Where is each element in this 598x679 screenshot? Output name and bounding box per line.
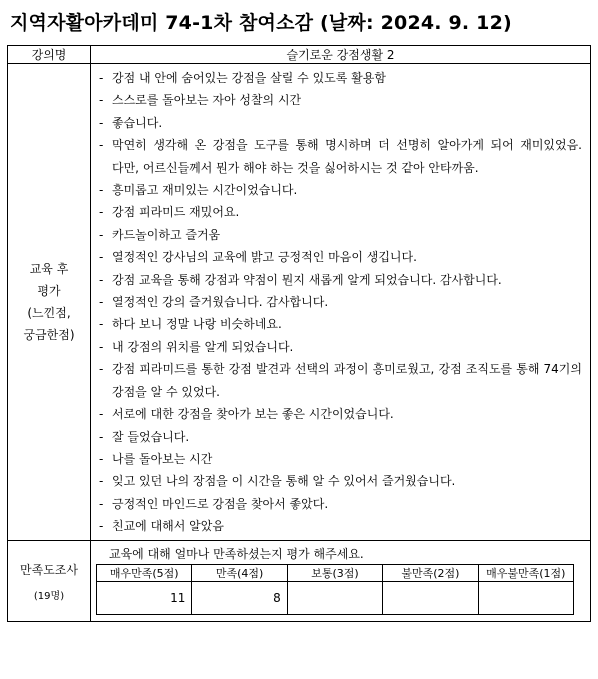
list-item: - 긍정적인 마인드로 강점을 찾아서 좋았다. (99, 493, 582, 515)
survey-table (7, 45, 591, 622)
list-item: - 서로에 대한 강점을 찾아가 보는 좋은 시간이었습니다. (99, 403, 582, 425)
list-item: - 내 강점의 위치를 알게 되었습니다. (99, 336, 582, 358)
respondent-count: (19명) (33, 591, 65, 603)
evaluation-label-line: 교육 후 (29, 261, 69, 276)
rating-header: 매우불만족(1점) (478, 564, 573, 581)
evaluation-label-line: 궁금한점) (23, 327, 75, 342)
satisfaction-label (8, 540, 91, 621)
document-title: 지역자활아카데미 74-1차 참여소감 (날짜: 2024. 9. 12) (10, 12, 512, 34)
satisfaction-row (8, 540, 591, 621)
list-item: - 나를 돌아보는 시간 (99, 448, 582, 470)
header-lecture-name: 슬기로운 강점생활 2 (91, 46, 591, 64)
evaluation-label (8, 64, 91, 541)
satisfaction-question: 교육에 대해 얼마나 만족하셨는지 평가 해주세요. (109, 546, 364, 561)
rating-count (383, 581, 478, 614)
rating-header: 매우만족(5점) (97, 564, 192, 581)
satisfaction-value-row (97, 581, 574, 614)
list-item: - 잘 들었습니다. (99, 426, 582, 448)
rating-count (287, 581, 382, 614)
rating-count: 11 (97, 581, 192, 614)
list-item: - 강점 내 안에 숨어있는 강점을 살릴 수 있도록 활용함 (99, 67, 582, 89)
list-item: - 카드놀이하고 즐거움 (99, 224, 582, 246)
list-item: - 좋습니다. (99, 112, 582, 134)
list-item: - 열정적인 강사님의 교육에 밝고 긍정적인 마음이 생깁니다. (99, 246, 582, 268)
list-item: - 막연히 생각해 온 강점을 도구를 통해 명시하며 더 선명히 알아가게 되어 재미있었음. 다만, 어르신들께서 뭔가 해야 하는 것을 싫어하시는 것 같아 안타까움. (99, 134, 582, 179)
evaluation-row (8, 64, 591, 541)
evaluation-list (91, 64, 590, 540)
list-item: - 하다 보니 정말 나랑 비슷하네요. (99, 313, 582, 335)
satisfaction-title: 만족도조사 (20, 563, 78, 578)
satisfaction-header-row (97, 564, 574, 581)
header-lecture-label: 강의명 (8, 46, 91, 64)
evaluation-content (91, 64, 591, 541)
rating-header: 보통(3점) (287, 564, 382, 581)
header-row (8, 46, 591, 64)
list-item: - 강점 피라미드를 통한 강점 발견과 선택의 과정이 흥미로웠고, 강점 조직도를 통해 74기의 강점을 알 수 있었다. (99, 358, 582, 403)
rating-count: 8 (192, 581, 287, 614)
rating-header: 불만족(2점) (383, 564, 478, 581)
satisfaction-table (96, 564, 574, 615)
rating-count (478, 581, 573, 614)
satisfaction-content (91, 540, 591, 621)
list-item: - 강점 교육을 통해 강점과 약점이 뭔지 새롭게 알게 되었습니다. 감사합니다. (99, 269, 582, 291)
list-item: - 잊고 있던 나의 장점을 이 시간을 통해 알 수 있어서 즐거웠습니다. (99, 470, 582, 492)
list-item: - 친교에 대해서 알았음 (99, 515, 582, 537)
list-item: - 흥미롭고 재미있는 시간이었습니다. (99, 179, 582, 201)
evaluation-label-line: (느낀점, (27, 305, 71, 320)
list-item: - 열정적인 강의 즐거웠습니다. 감사합니다. (99, 291, 582, 313)
list-item: - 강점 피라미드 재밌어요. (99, 201, 582, 223)
evaluation-label-line: 평가 (37, 283, 61, 298)
rating-header: 만족(4점) (192, 564, 287, 581)
list-item: - 스스로를 돌아보는 자아 성찰의 시간 (99, 89, 582, 111)
